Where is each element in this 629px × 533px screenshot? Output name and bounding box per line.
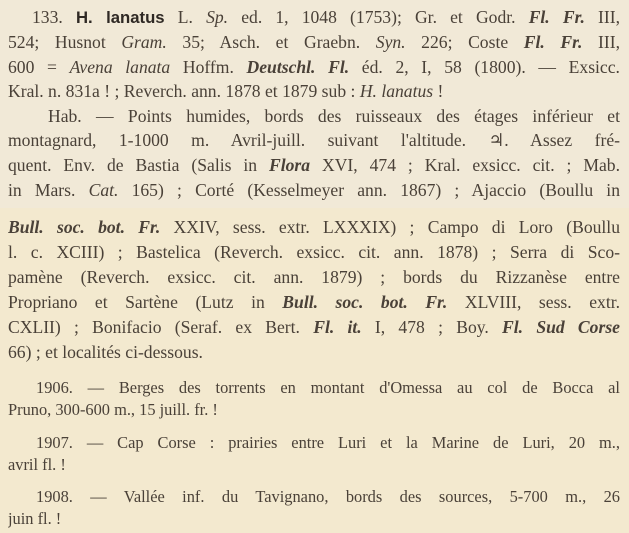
record-1908-line-2 <box>8 507 620 531</box>
text-run: XVI, 474 ; Kral. exsicc. cit. ; Mab. <box>310 155 620 175</box>
text-run: Pruno, 300-600 m., 15 juill. fr. ! <box>8 400 218 419</box>
text-run: ! <box>433 81 444 101</box>
text-line-2 <box>8 30 620 54</box>
line-1-citations <box>178 7 620 27</box>
reference-title: Bull. soc. bot. Fr. <box>8 217 161 237</box>
text-run: 1906. — Berges des torrents en montant d'Omessa au col de Bocca al <box>36 378 620 397</box>
text-line-4 <box>8 79 620 103</box>
reference-title: Syn. <box>375 32 406 52</box>
text-line-3 <box>8 55 620 79</box>
text-run: in Mars. <box>8 180 89 200</box>
text-line-8 <box>8 178 620 202</box>
text-run: III, <box>582 32 620 52</box>
text-run: éd. 2, I, 58 (1800). — Exsicc. <box>349 57 620 77</box>
text-run: Hoffm. <box>170 57 247 77</box>
species-name: H. lanatus <box>75 8 165 27</box>
text-run: L. <box>177 7 207 27</box>
reference-title: Deutschl. Fl. <box>246 57 350 77</box>
text-run: 600 = <box>8 57 70 77</box>
record-1906-line-2 <box>8 398 620 422</box>
reference-title: Bull. soc. bot. Fr. <box>282 292 448 312</box>
reference-title: Cat. <box>88 180 119 200</box>
text-line-11 <box>8 265 620 289</box>
text-run: montagnard, 1-1000 m. Avril-juill. suivant l'altitude. ♃. Assez fré- <box>8 130 620 150</box>
text-run: quent. Env. de Bastia (Salis in <box>8 155 269 175</box>
text-run: 226; Coste <box>405 32 524 52</box>
text-line-1 <box>8 5 620 30</box>
text-run: avril fl. ! <box>8 455 66 474</box>
text-run: ed. 1, 1048 (1753); Gr. et Godr. <box>228 7 529 27</box>
text-run: l. c. XCIII) ; Bastelica (Reverch. exsicc. cit. ann. 1878) ; Serra di Sco- <box>8 242 620 262</box>
text-run: CXLII) ; Bonifacio (Seraf. ex Bert. <box>8 317 314 337</box>
text-run: Hab. — Points humides, bords des ruisseaux des étages inférieur et <box>48 106 620 126</box>
text-line-12 <box>8 290 620 314</box>
text-line-13 <box>8 315 620 339</box>
text-run: Kral. n. 831a ! ; Reverch. ann. 1878 et 1879 sub : <box>8 81 360 101</box>
text-run: XXIV, sess. extr. LXXXIX) ; Campo di Loro (Boullu <box>160 217 620 237</box>
entry-number: 133. <box>32 7 63 27</box>
record-1908-line-1 <box>8 485 620 509</box>
text-line-5 <box>8 104 620 128</box>
record-1907-line-2 <box>8 453 620 477</box>
reference-title: H. lanatus <box>359 81 434 101</box>
text-run: pamène (Reverch. exsicc. cit. ann. 1879) ; bords du Rizzanèse entre <box>8 267 620 287</box>
text-run: 165) ; Corté (Kesselmeyer ann. 1867) ; Ajaccio (Boullu in <box>118 180 620 200</box>
reference-title: Gram. <box>121 32 167 52</box>
reference-title: Sp. <box>206 7 229 27</box>
text-run: 35; Asch. et Graebn. <box>166 32 376 52</box>
text-line-14 <box>8 340 620 364</box>
text-run: I, 478 ; Boy. <box>361 317 503 337</box>
text-line-7 <box>8 153 620 177</box>
text-run: Propriano et Sartène (Lutz in <box>8 292 283 312</box>
text-run: XLVIII, sess. extr. <box>447 292 620 312</box>
reference-title: Flora <box>269 155 311 175</box>
text-run: III, <box>584 7 620 27</box>
record-1906-line-1 <box>8 376 620 400</box>
text-run: 1907. — Cap Corse : prairies entre Luri et la Marine de Luri, 20 m., <box>36 433 620 452</box>
reference-title: Fl. Fr. <box>528 7 585 27</box>
record-1907-line-1 <box>8 431 620 455</box>
reference-title: Avena lanata <box>69 57 171 77</box>
reference-title: Fl. Fr. <box>523 32 583 52</box>
reference-title: Fl. Sud Corse <box>502 317 620 337</box>
text-run: 524; Husnot <box>8 32 122 52</box>
text-run: 66) ; et localités ci-dessous. <box>8 342 203 362</box>
reference-title: Fl. it. <box>313 317 362 337</box>
text-line-9 <box>8 215 620 239</box>
text-line-6 <box>8 128 620 152</box>
text-run: 1908. — Vallée inf. du Tavignano, bords des sources, 5-700 m., 26 <box>36 487 620 506</box>
text-line-10 <box>8 240 620 264</box>
text-run: juin fl. ! <box>8 509 62 528</box>
